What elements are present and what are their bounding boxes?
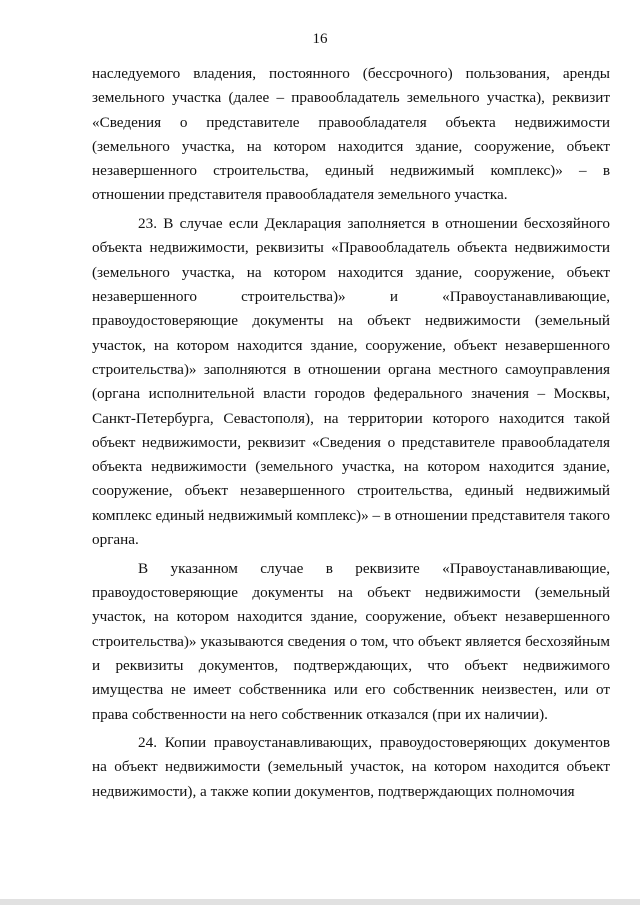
scan-edge-divider	[0, 899, 640, 905]
paragraph-item-23: 23. В случае если Декларация заполняется в отношении бесхозяйного объекта недвижимости, реквизиты «Правообладатель объекта недвижимости (земельного участка, на котором находится здание, сооружение, объект незавершенного строительства)» и «Правоустанавливающие, правоудостоверяющие документы на объект недвижимости (земельный участок, на котором находится здание, сооружение, объект незавершенного строительства)» заполняются в отношении органа местного самоуправления (органа исполнительной власти городов федерального значения – Москвы, Санкт-Петербурга, Севастополя), на территории которого находится такой объект недвижимости, реквизит «Сведения о представителе правообладателя объекта недвижимости (земельного участка, на котором находится здание, сооружение, объект незавершенного строительства, единый недвижимый комплекс единый недвижимый комплекс)» – в отношении представителя такого органа.	[92, 215, 610, 549]
paragraph-item-23-clarification: В указанном случае в реквизите «Правоустанавливающие, правоудостоверяющие документы на объект недвижимости (земельный участок, на котором находится здание, сооружение, объект незавершенного строительства)» указываются сведения о том, что объект является бесхозяйным и реквизиты документов, подтверждающих, что объект недвижимого имущества не имеет собственника или его собственник неизвестен, или от права собственности на него собственник отказался (при их наличии).	[92, 559, 610, 723]
paragraph-continuation: наследуемого владения, постоянного (бессрочного) пользования, аренды земельного участка (далее – правообладатель земельного участка), реквизит «Сведения о представителе правообладателя объекта недвижимости (земельного участка, на котором находится здание, сооружение, объект незавершенного строительства, единый недвижимый комплекс)» – в отношении представителя правообладателя земельного участка.	[92, 65, 610, 204]
paragraph-item-24: 24. Копии правоустанавливающих, правоудостоверяющих документов на объект недвижимости (земельный участок, на котором находится объект недвижимости), а также копии документов, подтверждающих полномочия	[92, 734, 610, 800]
document-body	[92, 62, 610, 804]
page-number: 16	[312, 31, 328, 47]
